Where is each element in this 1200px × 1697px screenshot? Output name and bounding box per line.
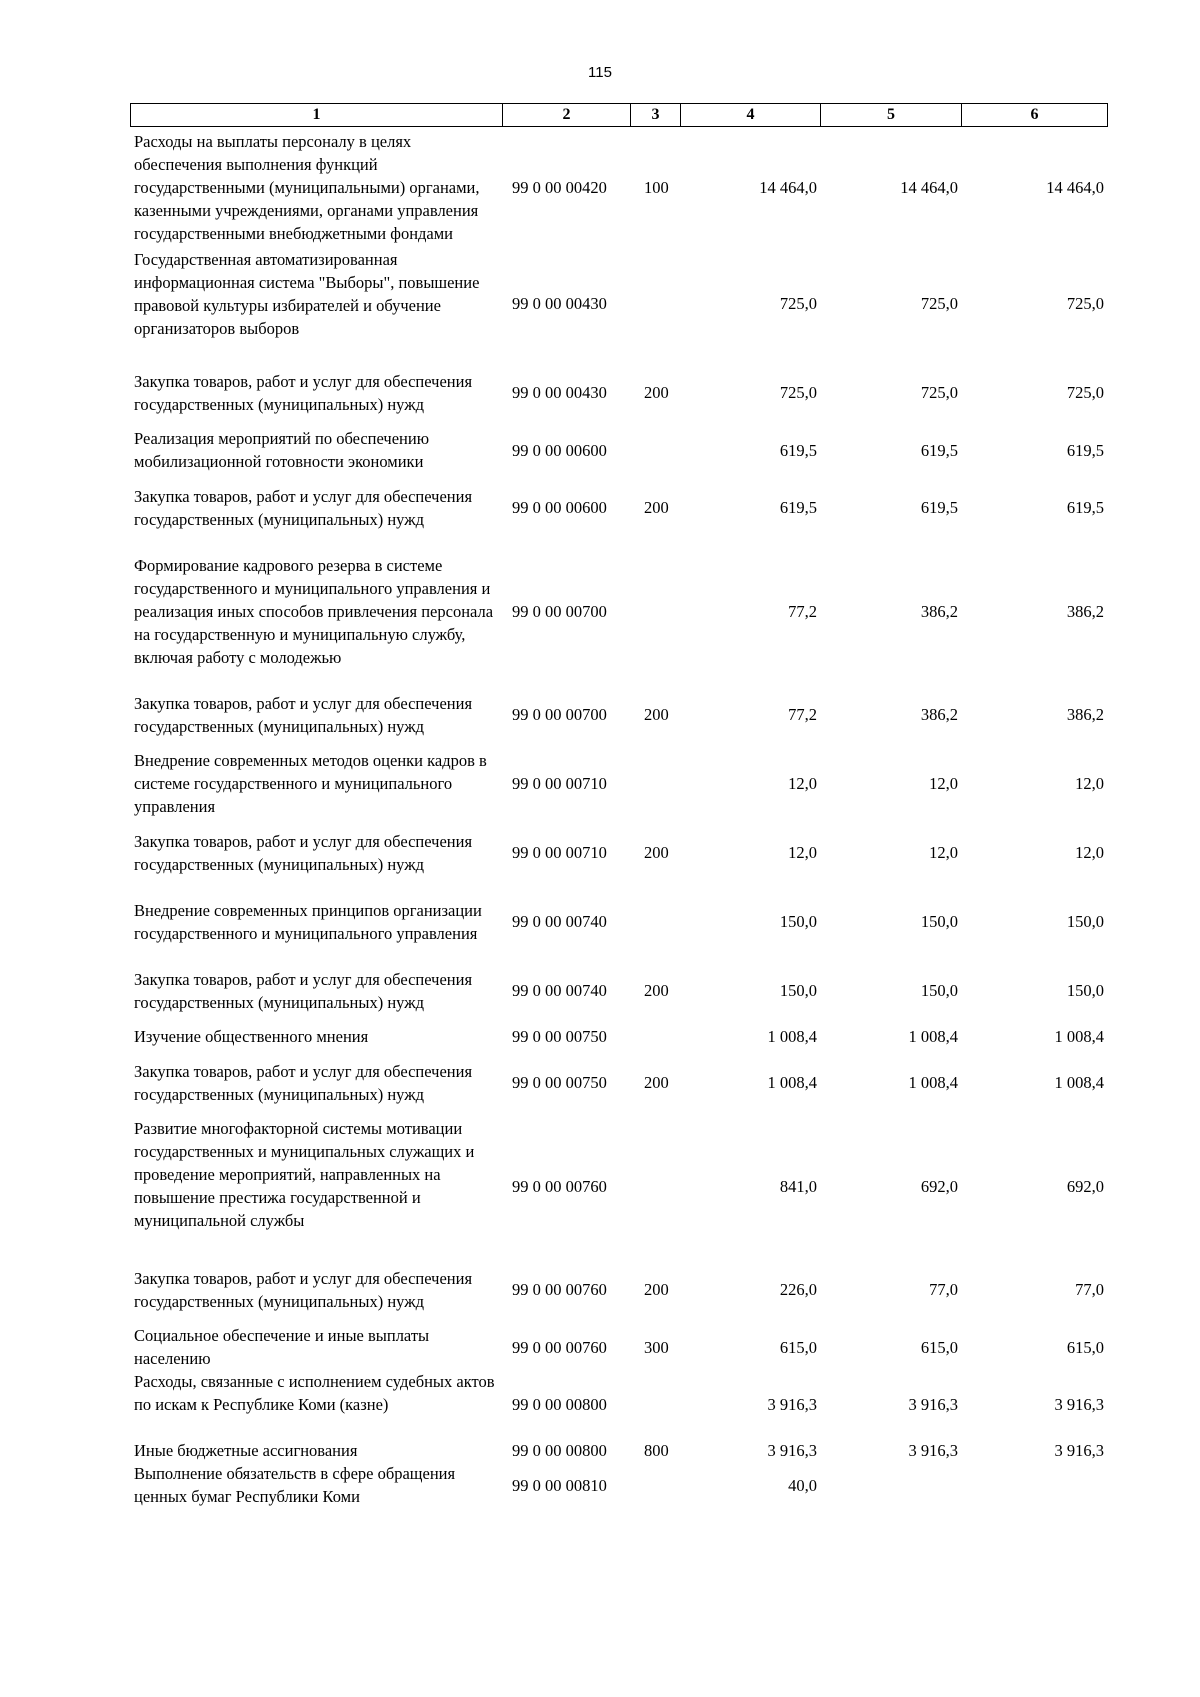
row-name: Иные бюджетные ассигнования (134, 1441, 358, 1460)
row-code: 99 0 00 00710 (512, 843, 607, 862)
row-value-4: 619,5 (779, 440, 817, 460)
table-row (130, 248, 1107, 358)
row-value-5: 14 464,0 (900, 177, 958, 197)
table-row (130, 956, 1107, 1025)
row-value-6: 386,2 (1066, 601, 1104, 621)
row-value-6: 12,0 (1075, 843, 1104, 862)
row-name: Расходы на выплаты персоналу в целях обеспечения выполнения функций государственными (муниципальными) органами, казенными учреждениями, органами управления государственными внебюджетными фондами (134, 131, 480, 243)
row-code: 99 0 00 00810 (512, 1475, 607, 1495)
column-header-4: 4 (681, 104, 821, 127)
row-code: 99 0 00 00600 (512, 440, 607, 460)
row-value-4: 841,0 (779, 1176, 817, 1196)
row-value-4: 40,0 (788, 1475, 817, 1495)
row-value-4: 1 008,4 (767, 1027, 817, 1046)
row-value-6: 12,0 (1075, 774, 1104, 793)
row-value-4: 1 008,4 (767, 1073, 817, 1092)
row-value-5: 150,0 (920, 912, 958, 931)
row-name: Внедрение современных методов оценки кадров в системе государственного и муниципального управления (134, 751, 487, 816)
row-value-6: 725,0 (1066, 293, 1104, 313)
row-value-6: 1 008,4 (1054, 1073, 1104, 1092)
row-code: 99 0 00 00760 (512, 1176, 607, 1196)
row-name: Формирование кадрового резерва в системе государственного и муниципального управления и реализация иных способов привлечения персонала на государственную и муниципальную службу, включая работу с молодежью (134, 555, 494, 667)
table-row (130, 1462, 1107, 1508)
row-type: 200 (644, 1280, 669, 1299)
row-code: 99 0 00 00800 (512, 1395, 607, 1414)
row-code: 99 0 00 00700 (512, 601, 607, 621)
row-value-6: 619,5 (1066, 440, 1104, 460)
row-value-5: 725,0 (920, 383, 958, 402)
column-header-1: 1 (131, 104, 503, 127)
row-value-4: 77,2 (788, 601, 817, 621)
row-code: 99 0 00 00430 (512, 383, 607, 402)
row-code: 99 0 00 00710 (512, 774, 607, 793)
row-value-4: 12,0 (788, 774, 817, 793)
row-value-6: 150,0 (1066, 912, 1104, 931)
row-type: 300 (644, 1337, 669, 1357)
table-row (130, 1117, 1107, 1255)
row-name: Социальное обеспечение и иные выплаты населению (134, 1326, 430, 1368)
row-value-6: 725,0 (1066, 383, 1104, 402)
page-number: 115 (588, 64, 612, 81)
table-row (130, 1324, 1107, 1370)
row-value-4: 77,2 (788, 705, 817, 724)
row-type: 200 (644, 1073, 669, 1092)
table-row (130, 358, 1107, 427)
table-row (130, 1255, 1107, 1324)
row-value-5: 619,5 (920, 440, 958, 460)
table-row (130, 680, 1107, 749)
row-type: 200 (644, 843, 669, 862)
table-row (130, 427, 1107, 473)
column-header-5: 5 (821, 104, 962, 127)
row-value-5: 12,0 (929, 774, 958, 793)
row-name: Закупка товаров, работ и услуг для обеспечения государственных (муниципальных) нужд (134, 969, 473, 1012)
row-name: Выполнение обязательств в сфере обращения ценных бумаг Республики Коми (134, 1464, 456, 1506)
row-name: Расходы, связанные с исполнением судебных актов по искам к Республике Коми (казне) (134, 1372, 495, 1414)
table-row (130, 126, 1107, 248)
row-name: Закупка товаров, работ и услуг для обеспечения государственных (муниципальных) нужд (134, 371, 473, 414)
row-type: 200 (644, 981, 669, 1000)
column-header-3: 3 (631, 104, 681, 127)
row-value-5: 3 916,3 (908, 1441, 958, 1460)
table-row (130, 542, 1107, 680)
row-value-5: 725,0 (920, 293, 958, 313)
table-row (130, 1370, 1107, 1439)
row-value-6: 1 008,4 (1054, 1027, 1104, 1046)
row-value-5: 692,0 (920, 1176, 958, 1196)
row-value-4: 725,0 (779, 293, 817, 313)
row-value-4: 619,5 (779, 498, 817, 517)
row-value-5: 3 916,3 (908, 1395, 958, 1414)
row-value-6: 692,0 (1066, 1176, 1104, 1196)
row-value-6: 77,0 (1075, 1280, 1104, 1299)
row-value-6: 3 916,3 (1054, 1441, 1104, 1460)
column-header-2: 2 (503, 104, 631, 127)
table-row (130, 887, 1107, 956)
row-type: 800 (644, 1441, 669, 1460)
table-row (130, 473, 1107, 542)
row-name: Государственная автоматизированная информационная система "Выборы", повышение правовой культуры избирателей и обучение организаторов выборов (134, 250, 480, 338)
table-row (130, 749, 1107, 818)
row-value-5: 77,0 (929, 1280, 958, 1299)
row-code: 99 0 00 00760 (512, 1337, 607, 1357)
row-value-4: 725,0 (779, 383, 817, 402)
table-row (130, 1025, 1107, 1048)
row-value-6: 3 916,3 (1054, 1395, 1104, 1414)
row-value-4: 3 916,3 (767, 1395, 817, 1414)
row-type: 200 (644, 383, 669, 402)
row-value-4: 150,0 (779, 981, 817, 1000)
row-name: Реализация мероприятий по обеспечению мобилизационной готовности экономики (134, 429, 430, 471)
row-code: 99 0 00 00700 (512, 705, 607, 724)
row-type: 200 (644, 498, 669, 517)
row-value-4: 12,0 (788, 843, 817, 862)
row-name: Закупка товаров, работ и услуг для обеспечения государственных (муниципальных) нужд (134, 831, 473, 874)
row-code: 99 0 00 00760 (512, 1280, 607, 1299)
row-code: 99 0 00 00800 (512, 1441, 607, 1460)
row-value-5: 12,0 (929, 843, 958, 862)
row-value-5: 386,2 (920, 601, 958, 621)
row-code: 99 0 00 00430 (512, 293, 607, 313)
table-header (130, 103, 1108, 127)
row-code: 99 0 00 00420 (512, 177, 607, 197)
row-value-6: 619,5 (1066, 498, 1104, 517)
row-value-5: 150,0 (920, 981, 958, 1000)
row-value-5: 386,2 (920, 705, 958, 724)
row-value-4: 226,0 (779, 1280, 817, 1299)
row-code: 99 0 00 00750 (512, 1073, 607, 1092)
row-value-5: 1 008,4 (908, 1073, 958, 1092)
row-value-4: 3 916,3 (767, 1441, 817, 1460)
row-code: 99 0 00 00750 (512, 1027, 607, 1046)
row-value-6: 14 464,0 (1046, 177, 1104, 197)
row-value-5: 615,0 (920, 1337, 958, 1357)
table-row (130, 1048, 1107, 1117)
row-value-4: 615,0 (779, 1337, 817, 1357)
row-value-4: 150,0 (779, 912, 817, 931)
row-value-5: 619,5 (920, 498, 958, 517)
row-name: Закупка товаров, работ и услуг для обеспечения государственных (муниципальных) нужд (134, 1268, 473, 1311)
row-value-5: 1 008,4 (908, 1027, 958, 1046)
row-name: Закупка товаров, работ и услуг для обеспечения государственных (муниципальных) нужд (134, 486, 473, 529)
row-value-6: 386,2 (1066, 705, 1104, 724)
table-row (130, 1439, 1107, 1462)
row-code: 99 0 00 00740 (512, 912, 607, 931)
row-name: Развитие многофакторной системы мотивации государственных и муниципальных служащих и проведение мероприятий, направленных на повышение престижа государственной и муниципальной службы (134, 1119, 475, 1230)
row-value-4: 14 464,0 (759, 177, 817, 197)
row-type: 200 (644, 705, 669, 724)
row-code: 99 0 00 00600 (512, 498, 607, 517)
row-name: Внедрение современных принципов организации государственного и муниципального управления (134, 900, 482, 943)
row-value-6: 150,0 (1066, 981, 1104, 1000)
row-code: 99 0 00 00740 (512, 981, 607, 1000)
column-header-6: 6 (962, 104, 1108, 127)
row-value-6: 615,0 (1066, 1337, 1104, 1357)
row-name: Закупка товаров, работ и услуг для обеспечения государственных (муниципальных) нужд (134, 693, 473, 736)
row-type: 100 (644, 177, 669, 197)
table-row (130, 818, 1107, 887)
row-name: Закупка товаров, работ и услуг для обеспечения государственных (муниципальных) нужд (134, 1061, 473, 1104)
table-body (130, 126, 1107, 1508)
row-name: Изучение общественного мнения (134, 1027, 369, 1046)
